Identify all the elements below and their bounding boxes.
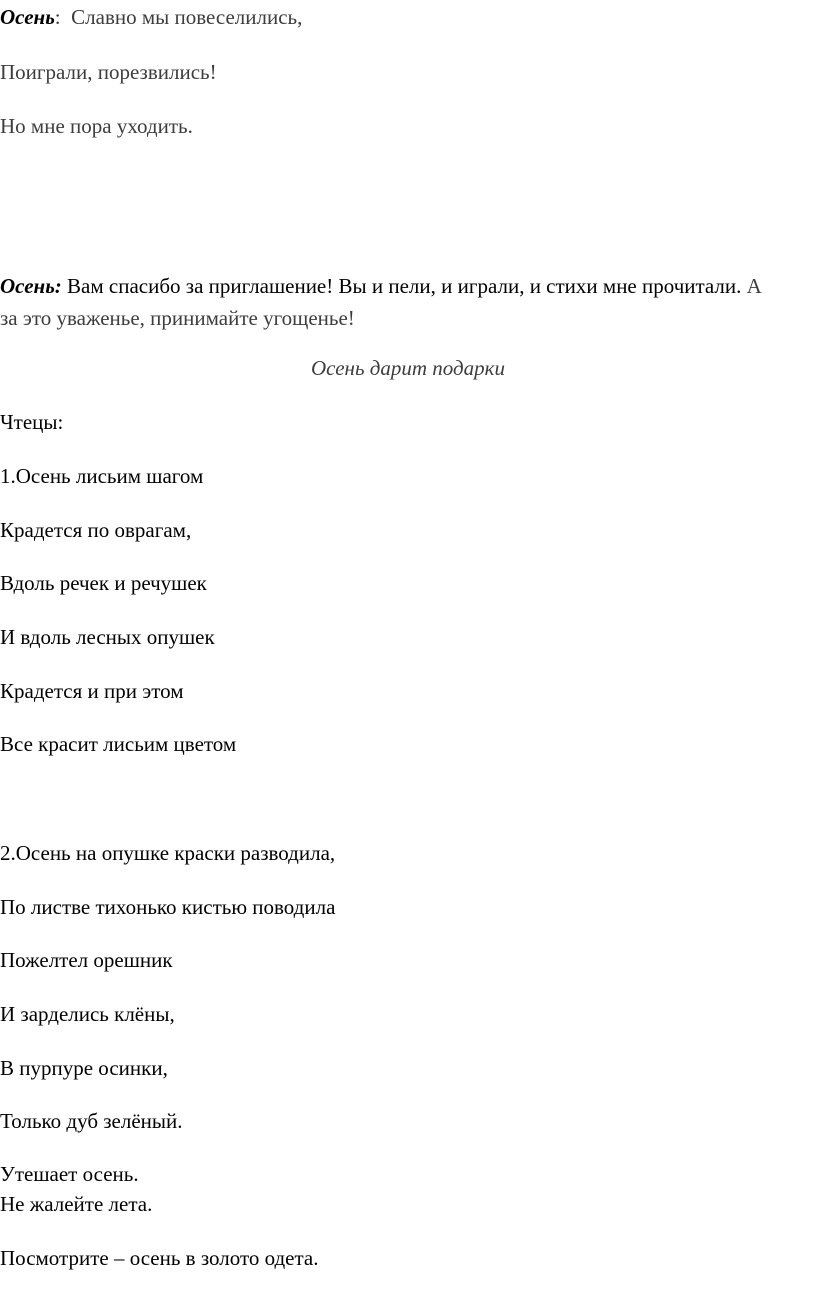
poem1-line: Крадется и при этом [0,679,184,703]
autumn-line-1 [0,4,302,30]
poem2-line: И зарделись клёны, [0,1002,175,1026]
poem2-line: В пурпуре осинки, [0,1056,168,1080]
speech-text-part1: Вам спасибо за приглашение! Вы и пели, и играли, и стихи мне прочитали. [67,274,742,298]
poem1-line: Вдоль речек и речушек [0,571,207,595]
poem2-line: По листве тихонько кистью поводила [0,895,336,919]
poem1-line: Крадется по оврагам, [0,518,192,542]
speaker-name: Осень [0,5,55,29]
speech-text-part2: А за это уваженье, принимайте угощенье! [0,274,762,330]
stage-direction: Осень дарит подарки [311,356,505,380]
poem2-line: Не жалейте лета. [0,1192,153,1216]
verse-text: Славно мы повеселились, [71,5,303,29]
poem2-line: 2.Осень на опушке краски разводила, [0,841,336,865]
poem2-line: Пожелтел орешник [0,948,173,972]
poem1-line: И вдоль лесных опушек [0,625,215,649]
speaker-name: Осень: [0,274,62,298]
autumn-speech-paragraph [0,270,770,334]
poem2-line: Утешает осень. [0,1162,139,1186]
poem1-line: 1.Осень лисьим шагом [0,464,204,488]
poem1-line: Все красит лисьим цветом [0,732,237,756]
autumn-line-3: Но мне пора уходить. [0,114,193,138]
poem2-line: Только дуб зелёный. [0,1109,183,1133]
autumn-line-2: Поиграли, порезвились! [0,60,217,84]
poem2-line: Посмотрите – осень в золото одета. [0,1246,319,1270]
speaker-colon: : [54,5,61,29]
readers-label: Чтецы: [0,410,64,434]
